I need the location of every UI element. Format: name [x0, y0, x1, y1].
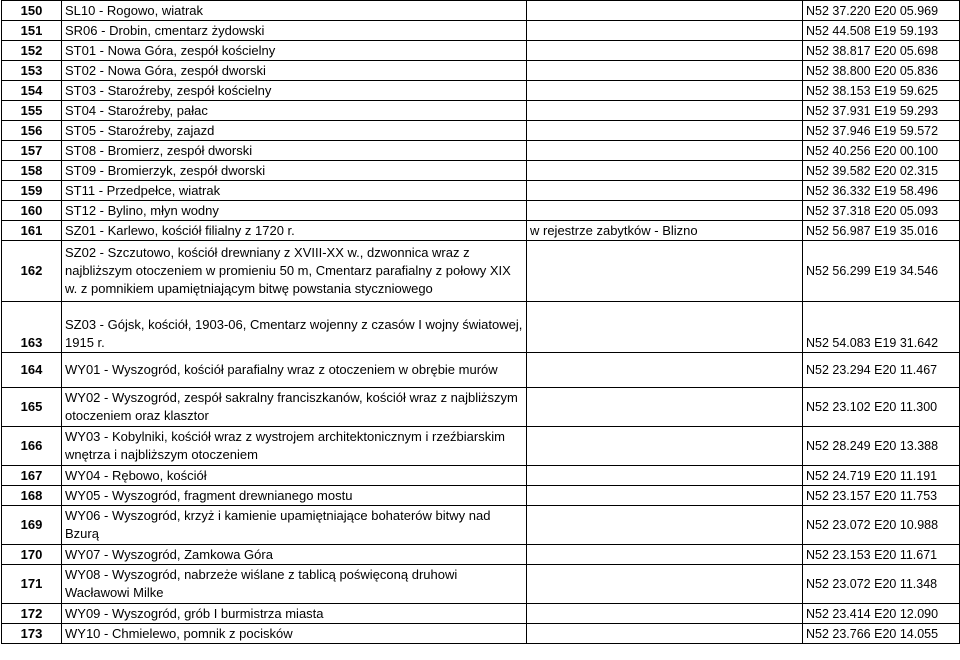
register-note	[527, 1, 803, 21]
register-note	[527, 121, 803, 141]
gps-coordinates: N52 37.946 E19 59.572	[803, 121, 960, 141]
row-number: 163	[2, 302, 62, 353]
gps-coordinates: N52 54.083 E19 31.642	[803, 302, 960, 353]
table-row	[2, 486, 960, 506]
monument-description: SZ01 - Karlewo, kościół filialny z 1720 r.	[62, 221, 527, 241]
table-row	[2, 302, 960, 353]
row-number: 158	[2, 161, 62, 181]
gps-coordinates: N52 23.153 E20 11.671	[803, 545, 960, 565]
row-number: 171	[2, 565, 62, 604]
table-row	[2, 506, 960, 545]
table-row	[2, 161, 960, 181]
table-row	[2, 221, 960, 241]
monument-description: WY03 - Kobylniki, kościół wraz z wystrojem architektonicznym i rzeźbiarskim wnętrza i najbliższym otoczeniem	[62, 427, 527, 466]
gps-coordinates: N52 23.414 E20 12.090	[803, 604, 960, 624]
register-note	[527, 241, 803, 302]
monument-description: WY08 - Wyszogród, nabrzeże wiślane z tablicą poświęconą druhowi Wacławowi Milke	[62, 565, 527, 604]
table-row	[2, 121, 960, 141]
monument-table	[1, 0, 960, 644]
register-note	[527, 427, 803, 466]
table-row	[2, 101, 960, 121]
row-number: 162	[2, 241, 62, 302]
register-note	[527, 181, 803, 201]
register-note: w rejestrze zabytków - Blizno	[527, 221, 803, 241]
row-number: 155	[2, 101, 62, 121]
monument-description: ST04 - Staroźreby, pałac	[62, 101, 527, 121]
table-row	[2, 427, 960, 466]
monument-description: WY07 - Wyszogród, Zamkowa Góra	[62, 545, 527, 565]
monument-description: SR06 - Drobin, cmentarz żydowski	[62, 21, 527, 41]
table-row	[2, 466, 960, 486]
monument-description: ST05 - Staroźreby, zajazd	[62, 121, 527, 141]
gps-coordinates: N52 38.153 E19 59.625	[803, 81, 960, 101]
register-note	[527, 624, 803, 644]
table-row	[2, 181, 960, 201]
monument-description: WY05 - Wyszogród, fragment drewnianego mostu	[62, 486, 527, 506]
monument-description: ST02 - Nowa Góra, zespół dworski	[62, 61, 527, 81]
gps-coordinates: N52 23.157 E20 11.753	[803, 486, 960, 506]
gps-coordinates: N52 36.332 E19 58.496	[803, 181, 960, 201]
monument-description: ST09 - Bromierzyk, zespół dworski	[62, 161, 527, 181]
gps-coordinates: N52 23.294 E20 11.467	[803, 353, 960, 388]
table-row	[2, 21, 960, 41]
row-number: 169	[2, 506, 62, 545]
gps-coordinates: N52 23.072 E20 11.348	[803, 565, 960, 604]
row-number: 150	[2, 1, 62, 21]
table-row	[2, 201, 960, 221]
row-number: 160	[2, 201, 62, 221]
table-row	[2, 141, 960, 161]
monument-description: WY01 - Wyszogród, kościół parafialny wraz z otoczeniem w obrębie murów	[62, 353, 527, 388]
register-note	[527, 486, 803, 506]
gps-coordinates: N52 56.987 E19 35.016	[803, 221, 960, 241]
gps-coordinates: N52 23.102 E20 11.300	[803, 388, 960, 427]
monument-register-sheet	[1, 0, 959, 644]
gps-coordinates: N52 37.931 E19 59.293	[803, 101, 960, 121]
row-number: 173	[2, 624, 62, 644]
table-row	[2, 41, 960, 61]
gps-coordinates: N52 37.220 E20 05.969	[803, 1, 960, 21]
row-number: 159	[2, 181, 62, 201]
row-number: 154	[2, 81, 62, 101]
table-row	[2, 604, 960, 624]
gps-coordinates: N52 23.072 E20 10.988	[803, 506, 960, 545]
table-row	[2, 353, 960, 388]
gps-coordinates: N52 24.719 E20 11.191	[803, 466, 960, 486]
table-row	[2, 81, 960, 101]
gps-coordinates: N52 39.582 E20 02.315	[803, 161, 960, 181]
register-note	[527, 141, 803, 161]
monument-description: ST01 - Nowa Góra, zespół kościelny	[62, 41, 527, 61]
row-number: 151	[2, 21, 62, 41]
monument-description: SL10 - Rogowo, wiatrak	[62, 1, 527, 21]
row-number: 157	[2, 141, 62, 161]
gps-coordinates: N52 28.249 E20 13.388	[803, 427, 960, 466]
gps-coordinates: N52 38.800 E20 05.836	[803, 61, 960, 81]
row-number: 165	[2, 388, 62, 427]
table-row	[2, 545, 960, 565]
register-note	[527, 388, 803, 427]
register-note	[527, 61, 803, 81]
gps-coordinates: N52 44.508 E19 59.193	[803, 21, 960, 41]
register-note	[527, 161, 803, 181]
register-note	[527, 21, 803, 41]
row-number: 164	[2, 353, 62, 388]
monument-description: ST12 - Bylino, młyn wodny	[62, 201, 527, 221]
row-number: 166	[2, 427, 62, 466]
table-row	[2, 388, 960, 427]
row-number: 168	[2, 486, 62, 506]
row-number: 172	[2, 604, 62, 624]
gps-coordinates: N52 37.318 E20 05.093	[803, 201, 960, 221]
table-row	[2, 624, 960, 644]
register-note	[527, 565, 803, 604]
table-row	[2, 565, 960, 604]
row-number: 167	[2, 466, 62, 486]
gps-coordinates: N52 56.299 E19 34.546	[803, 241, 960, 302]
table-row	[2, 61, 960, 81]
monument-description: WY04 - Rębowo, kościół	[62, 466, 527, 486]
monument-description: WY09 - Wyszogród, grób I burmistrza miasta	[62, 604, 527, 624]
monument-description: WY06 - Wyszogród, krzyż i kamienie upamiętniające bohaterów bitwy nad Bzurą	[62, 506, 527, 545]
monument-description: SZ03 - Gójsk, kościół, 1903-06, Cmentarz wojenny z czasów I wojny światowej, 1915 r.	[62, 302, 527, 353]
monument-description: SZ02 - Szczutowo, kościół drewniany z XVIII-XX w., dzwonnica wraz z najbliższym otoczeniem w promieniu 50 m, Cmentarz parafialny z połowy XIX w. z pomnikiem upamiętniającym bitwę powstania styczniowego	[62, 241, 527, 302]
monument-description: WY10 - Chmielewo, pomnik z pocisków	[62, 624, 527, 644]
register-note	[527, 101, 803, 121]
table-row	[2, 241, 960, 302]
row-number: 152	[2, 41, 62, 61]
table-row	[2, 1, 960, 21]
gps-coordinates: N52 38.817 E20 05.698	[803, 41, 960, 61]
register-note	[527, 81, 803, 101]
monument-description: ST08 - Bromierz, zespół dworski	[62, 141, 527, 161]
gps-coordinates: N52 23.766 E20 14.055	[803, 624, 960, 644]
monument-description: ST03 - Staroźreby, zespół kościelny	[62, 81, 527, 101]
monument-table-body	[2, 1, 960, 644]
gps-coordinates: N52 40.256 E20 00.100	[803, 141, 960, 161]
row-number: 156	[2, 121, 62, 141]
register-note	[527, 302, 803, 353]
register-note	[527, 545, 803, 565]
register-note	[527, 201, 803, 221]
register-note	[527, 41, 803, 61]
register-note	[527, 604, 803, 624]
register-note	[527, 466, 803, 486]
row-number: 161	[2, 221, 62, 241]
row-number: 170	[2, 545, 62, 565]
monument-description: ST11 - Przedpełce, wiatrak	[62, 181, 527, 201]
register-note	[527, 353, 803, 388]
row-number: 153	[2, 61, 62, 81]
register-note	[527, 506, 803, 545]
monument-description: WY02 - Wyszogród, zespół sakralny franciszkanów, kościół wraz z najbliższym otoczeniem oraz klasztor	[62, 388, 527, 427]
